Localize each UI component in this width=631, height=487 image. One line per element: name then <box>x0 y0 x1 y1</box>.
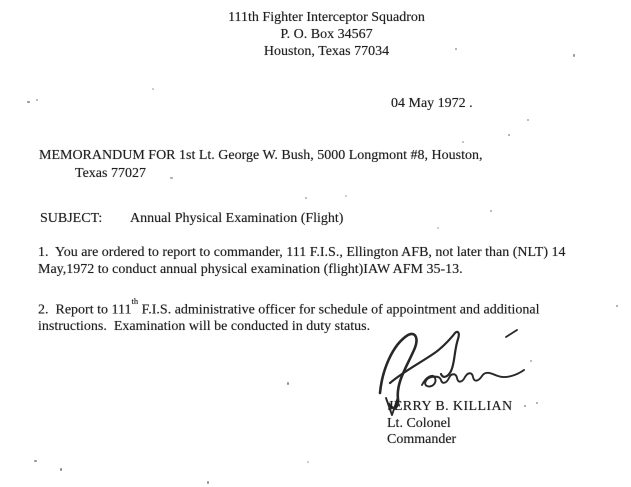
subject-label: SUBJECT: <box>40 211 103 226</box>
letterhead <box>0 9 631 60</box>
subject-value: Annual Physical Examination (Flight) <box>130 211 344 226</box>
signer-title: Commander <box>387 432 457 447</box>
letterhead-po-box: P. O. Box 34567 <box>280 27 373 42</box>
paragraph-1-line2: May,1972 to conduct annual physical examination (flight)IAW AFM 35-13. <box>38 261 463 277</box>
signer-name: JERRY B. KILLIAN <box>388 399 513 414</box>
date-line: 04 May 1972 . <box>391 96 473 111</box>
memorandum-for-line1: MEMORANDUM FOR 1st Lt. George W. Bush, 5000 Longmont #8, Houston, <box>39 148 483 163</box>
letterhead-city: Houston, Texas 77034 <box>263 44 390 59</box>
paragraph-2 <box>38 297 623 336</box>
paragraph-2-text-pre: 2. Report to 111 <box>38 302 132 318</box>
subject-row <box>40 211 343 227</box>
letterhead-unit: 111th Fighter Interceptor Squadron <box>228 10 425 25</box>
signer-rank: Lt. Colonel <box>387 416 451 431</box>
memorandum-for-block <box>39 147 599 182</box>
memorandum-for-line2: Texas 77027 <box>75 165 146 181</box>
paragraph-2-text-post: F.I.S. administrative officer for schedule of appointment and additional <box>138 302 540 318</box>
ordinal-superscript: th <box>131 296 139 306</box>
paragraph-1-line1: 1. You are ordered to report to commander, 111 F.I.S., Ellington AFB, not later than (NLT) 14 <box>38 245 566 260</box>
paragraph-2-line2: instructions. Examination will be conducted in duty status. <box>38 319 371 335</box>
paragraph-1 <box>38 245 623 278</box>
paragraph-2-line1 <box>38 297 623 319</box>
